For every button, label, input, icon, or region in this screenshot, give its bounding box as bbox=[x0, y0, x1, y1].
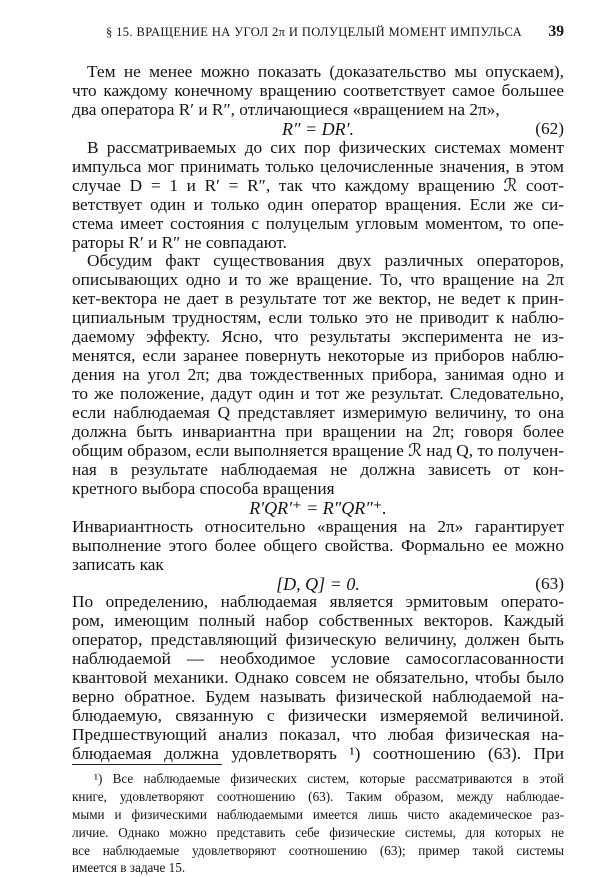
text-line: блюдаемую, связанную с физически измеряемой величиной. bbox=[72, 706, 564, 726]
text-line: Предшествующий анализ показал, что любая физическая на- bbox=[72, 725, 564, 745]
footnote-divider bbox=[72, 764, 222, 765]
footnote-line: все наблюдаемые удовлетворяют соотношению (63); пример такой системы bbox=[72, 843, 564, 858]
text-line: квантовой механики. Однако совсем не обязательно, чтобы было bbox=[72, 668, 564, 688]
text-line: дения на угол 2π; два тождественных прибора, занимая одно и bbox=[72, 365, 564, 385]
page-number: 39 bbox=[548, 23, 564, 40]
footnote-line: ¹) Все наблюдаемые физических систем, которые рассматриваются в этой bbox=[94, 771, 564, 786]
text-line: общим образом, если выполняется вращение ℛ над Q, то получен- bbox=[72, 440, 564, 460]
text-line: если наблюдаемая Q представляет измеримую величину, то она bbox=[72, 403, 564, 422]
text-line: кет-вектора не дает в результате тот же вектор, не ведет к прин- bbox=[72, 289, 564, 309]
text-line: описывающих одно и то же вращение. То, что вращение на 2π bbox=[72, 270, 564, 290]
text-line: кретного выбора способа вращения bbox=[72, 478, 335, 498]
text-line: наблюдаемой — необходимое условие самосогласованности bbox=[72, 649, 564, 669]
equation-expression: [D, Q] = 0. bbox=[276, 573, 360, 594]
text-line: то же положение, дадут один и тот же результат. Следовательно, bbox=[72, 384, 564, 404]
text-line: что каждому конечному вращению соответствует самое большее bbox=[72, 80, 564, 100]
text-line: выполнение этого более общего свойства. Формально ее можно bbox=[72, 535, 564, 555]
text-line: записать как bbox=[72, 554, 164, 574]
text-line: В рассматриваемых до сих пор физических системах момент bbox=[87, 137, 564, 157]
footnote-line: мыми и физическими наблюдаемыми имеется лишь чисто академическое раз- bbox=[72, 807, 564, 822]
equation-expression: R″ = DR′. bbox=[281, 118, 355, 139]
text-line: два оператора R′ и R″, отличающиеся «вращением на 2π», bbox=[72, 99, 500, 119]
equation-number: (63) bbox=[535, 573, 564, 593]
footnote-line: имеется в задаче 15. bbox=[72, 860, 186, 875]
text-line: оператор, представляющий физическую величину, должен быть bbox=[72, 630, 564, 650]
text-line: По определению, наблюдаемая является эрмитовым операто- bbox=[72, 592, 564, 612]
text-line: ром, имеющим полный набор собственных векторов. Каждый bbox=[72, 611, 564, 631]
text-line: Инвариантность относительно «вращения на 2π» гарантирует bbox=[72, 516, 564, 536]
text-line: раторы R′ и R″ не совпадают. bbox=[72, 232, 287, 252]
text-line: случае D = 1 и R′ = R″, так что каждому вращению ℛ соот- bbox=[72, 175, 564, 195]
running-header bbox=[72, 21, 564, 43]
text-line: ветствует один и только один оператор вращения. Если же си- bbox=[72, 194, 564, 214]
text-line: даемому эффекту. Ясно, что результаты эксперимента не из- bbox=[72, 327, 564, 347]
text-line: должна быть инвариантна при вращении на 2π; говоря более bbox=[72, 421, 564, 441]
text-line: верно обратное. Будем называть физической наблюдаемой на- bbox=[72, 687, 564, 707]
text-line: ная в результате наблюдаемая не должна зависеть от кон- bbox=[72, 459, 564, 479]
equation-number: (62) bbox=[535, 118, 564, 138]
text-line: Тем не менее можно показать (доказательство мы опускаем), bbox=[87, 62, 564, 81]
footnote-line: личие. Однако можно представить себе физические системы, для которых не bbox=[72, 825, 564, 840]
text-line: ципиальным трудностям, если только это не приводит к наблю- bbox=[72, 308, 564, 328]
text-line: стема имеет состояния с полуцелым угловым моментом, то опе- bbox=[72, 213, 564, 233]
text-line: блюдаемая должна удовлетворять ¹) соотношению (63). При bbox=[72, 744, 564, 763]
footnote-line: книге, удовлетворяют соотношению (63). Таким образом, между наблюдае- bbox=[72, 789, 564, 804]
equation-expression: R′QR′⁺ = R″QR″⁺. bbox=[249, 497, 387, 518]
running-head-title: § 15. ВРАЩЕНИЕ НА УГОЛ 2π И ПОЛУЦЕЛЫЙ МОМЕНТ ИМПУЛЬСА bbox=[105, 25, 522, 39]
text-line: менятся, если заранее повернуть некоторые из приборов наблю- bbox=[72, 346, 564, 366]
text-line: импульса мог принимать только целочисленные значения, в этом bbox=[72, 156, 564, 176]
text-line: Обсудим факт существования двух различных операторов, bbox=[87, 251, 564, 271]
